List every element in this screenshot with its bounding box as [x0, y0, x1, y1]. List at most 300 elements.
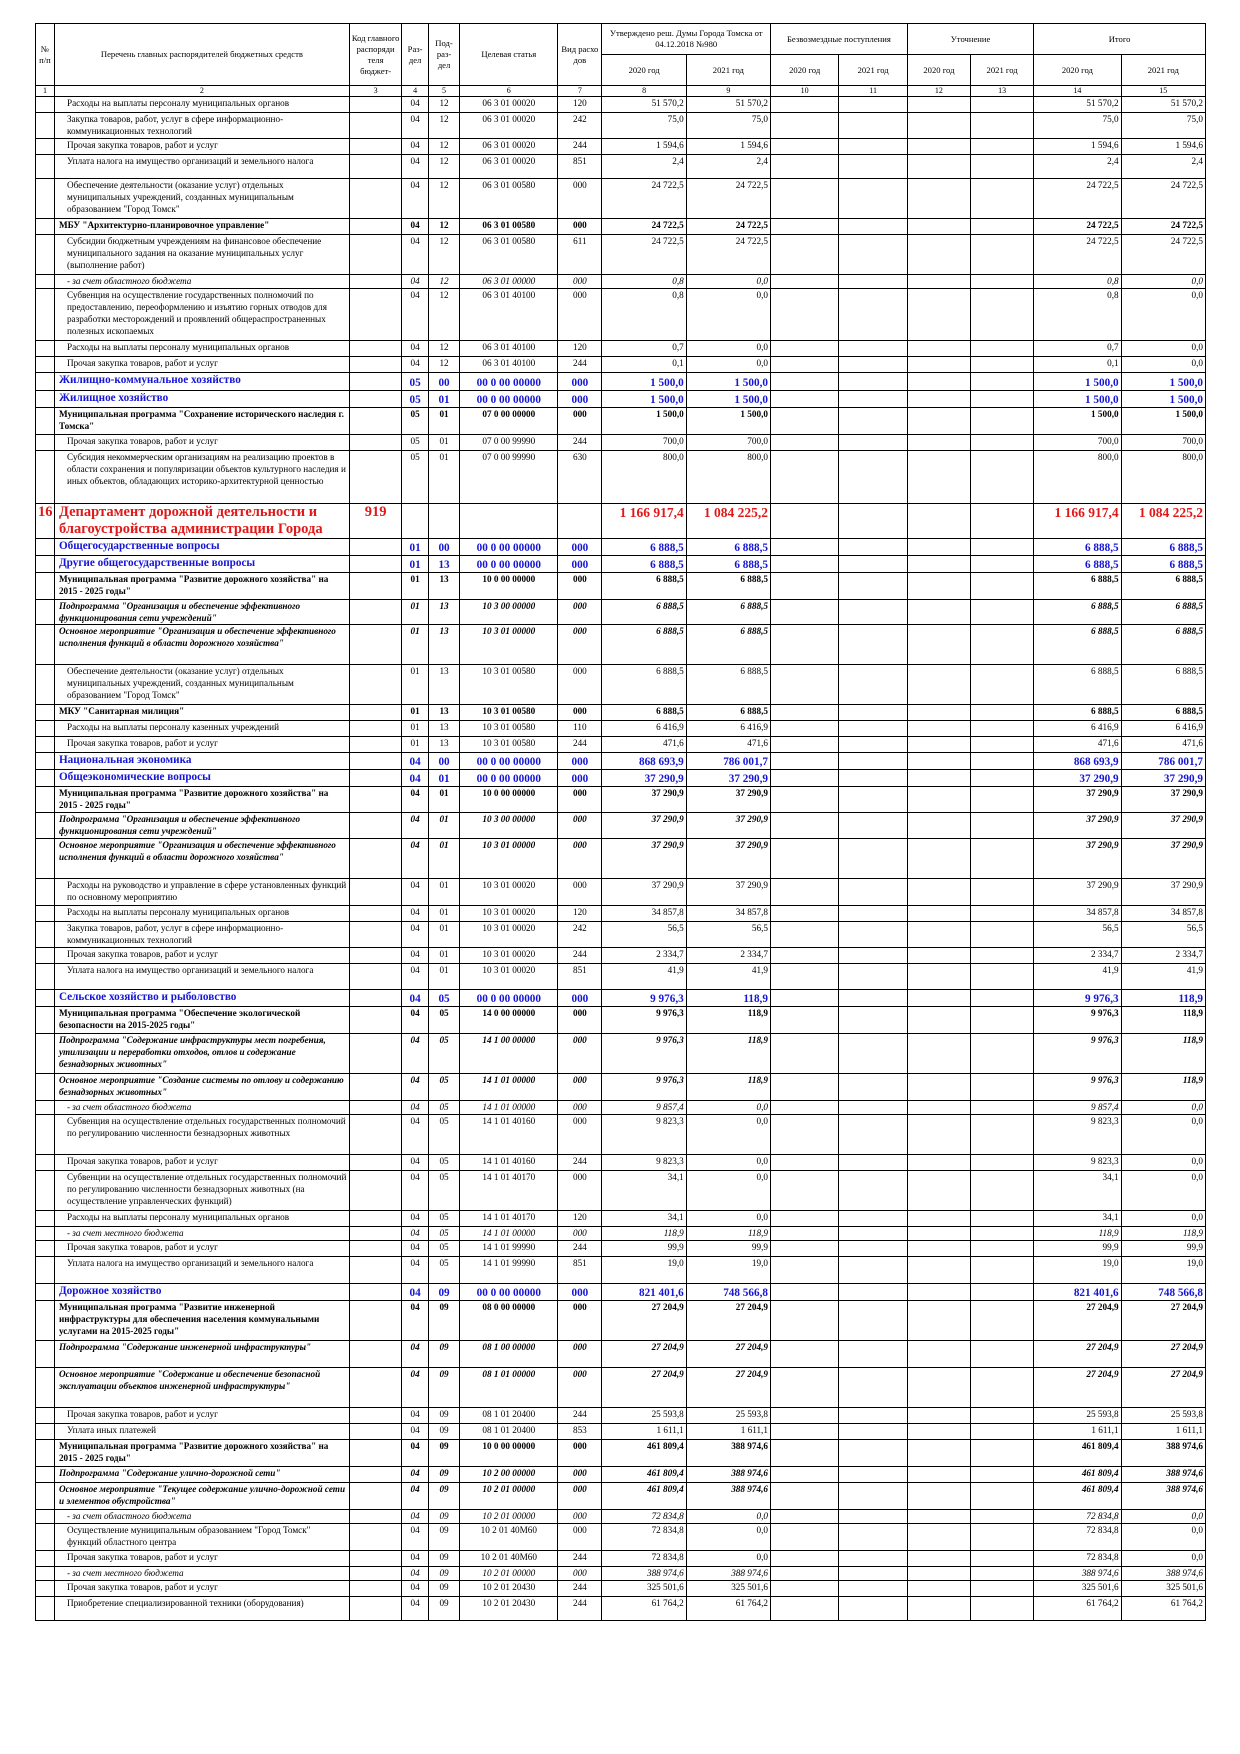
row-expense-type: 000 [558, 179, 602, 219]
row-clarify-2021 [971, 1101, 1034, 1115]
row-razdel: 05 [402, 451, 428, 504]
row-gratis-2021 [839, 1301, 907, 1341]
table-row [36, 391, 1206, 408]
row-gratis-2020 [770, 1155, 838, 1171]
row-razdel: 04 [402, 906, 428, 922]
row-chief-code [349, 1510, 402, 1524]
row-name: Другие общегосударственные вопросы [54, 556, 349, 573]
row-clarify-2020 [907, 1467, 970, 1483]
row-clarify-2021 [971, 1171, 1034, 1211]
row-gratis-2020 [770, 539, 838, 556]
row-approved-2020: 56,5 [602, 922, 686, 948]
row-clarify-2020 [907, 770, 970, 787]
row-target-article: 14 1 01 00000 [460, 1074, 558, 1101]
row-clarify-2021 [971, 373, 1034, 391]
row-clarify-2020 [907, 113, 970, 139]
row-approved-2020: 72 834,8 [602, 1524, 686, 1551]
row-podrazdel: 09 [428, 1524, 460, 1551]
row-gratis-2021 [839, 948, 907, 964]
table-row [36, 1007, 1206, 1034]
row-target-article: 07 0 00 99990 [460, 451, 558, 504]
row-total-2020: 27 204,9 [1034, 1368, 1121, 1408]
row-clarify-2020 [907, 1211, 970, 1227]
row-target-article: 06 3 01 00580 [460, 179, 558, 219]
row-razdel: 04 [402, 839, 428, 879]
row-gratis-2020 [770, 504, 838, 539]
row-number [36, 787, 55, 813]
header-approved: Утверждено реш. Думы Города Томска от 04.12.2018 №980 [602, 24, 770, 55]
row-expense-type: 244 [558, 1551, 602, 1567]
table-row [36, 573, 1206, 600]
row-number [36, 1211, 55, 1227]
table-row [36, 1301, 1206, 1341]
row-podrazdel: 01 [428, 906, 460, 922]
row-approved-2021: 1 084 225,2 [686, 504, 770, 539]
row-clarify-2021 [971, 1368, 1034, 1408]
row-number [36, 155, 55, 179]
row-approved-2020: 72 834,8 [602, 1510, 686, 1524]
row-podrazdel: 05 [428, 1241, 460, 1257]
row-name: Муниципальная программа "Сохранение исторического наследия г. Томска" [54, 408, 349, 435]
table-row [36, 341, 1206, 357]
row-total-2021: 471,6 [1121, 737, 1205, 753]
row-target-article: 10 3 01 00020 [460, 948, 558, 964]
row-clarify-2020 [907, 1483, 970, 1510]
row-podrazdel: 13 [428, 665, 460, 705]
row-total-2020: 868 693,9 [1034, 753, 1121, 770]
row-target-article: 06 3 01 00580 [460, 235, 558, 275]
header-year-2020: 2020 год [907, 55, 970, 86]
row-name: Прочая закупка товаров, работ и услуг [54, 737, 349, 753]
row-number [36, 408, 55, 435]
row-total-2021: 0,0 [1121, 1155, 1205, 1171]
row-total-2020: 6 888,5 [1034, 556, 1121, 573]
row-number [36, 964, 55, 990]
row-total-2020: 72 834,8 [1034, 1510, 1121, 1524]
row-chief-code [349, 155, 402, 179]
row-name: Закупка товаров, работ, услуг в сфере информационно-коммуникационных технологий [54, 922, 349, 948]
row-name: Уплата иных платежей [54, 1424, 349, 1440]
row-chief-code [349, 341, 402, 357]
row-target-article: 08 1 01 20400 [460, 1408, 558, 1424]
row-total-2020: 41,9 [1034, 964, 1121, 990]
header-target-article: Целевая статья [460, 24, 558, 86]
row-chief-code [349, 1007, 402, 1034]
row-target-article: 10 3 01 00580 [460, 705, 558, 721]
row-chief-code [349, 770, 402, 787]
row-total-2021: 19,0 [1121, 1257, 1205, 1284]
row-clarify-2020 [907, 1551, 970, 1567]
row-podrazdel: 09 [428, 1597, 460, 1621]
row-gratis-2020 [770, 1510, 838, 1524]
row-expense-type: 244 [558, 357, 602, 373]
row-total-2021: 118,9 [1121, 1034, 1205, 1074]
row-podrazdel: 01 [428, 408, 460, 435]
row-podrazdel: 12 [428, 357, 460, 373]
row-clarify-2020 [907, 179, 970, 219]
row-clarify-2021 [971, 787, 1034, 813]
row-total-2020: 37 290,9 [1034, 839, 1121, 879]
row-podrazdel: 00 [428, 539, 460, 556]
table-row [36, 1408, 1206, 1424]
row-approved-2021: 6 888,5 [686, 573, 770, 600]
row-total-2020: 9 857,4 [1034, 1101, 1121, 1115]
row-podrazdel: 05 [428, 990, 460, 1007]
row-gratis-2021 [839, 289, 907, 341]
row-expense-type: 630 [558, 451, 602, 504]
row-approved-2021: 388 974,6 [686, 1467, 770, 1483]
row-total-2021: 41,9 [1121, 964, 1205, 990]
row-gratis-2020 [770, 1467, 838, 1483]
row-podrazdel: 09 [428, 1424, 460, 1440]
row-razdel: 01 [402, 705, 428, 721]
row-total-2021: 6 888,5 [1121, 556, 1205, 573]
table-row [36, 665, 1206, 705]
row-gratis-2021 [839, 113, 907, 139]
row-gratis-2021 [839, 504, 907, 539]
row-approved-2021: 25 593,8 [686, 1408, 770, 1424]
row-razdel: 04 [402, 1440, 428, 1467]
row-podrazdel: 13 [428, 600, 460, 625]
row-gratis-2020 [770, 1440, 838, 1467]
row-razdel: 04 [402, 219, 428, 235]
row-clarify-2020 [907, 1424, 970, 1440]
row-clarify-2021 [971, 435, 1034, 451]
row-target-article: 10 2 01 00000 [460, 1483, 558, 1510]
row-approved-2021: 6 888,5 [686, 625, 770, 665]
row-podrazdel: 09 [428, 1567, 460, 1581]
row-gratis-2020 [770, 357, 838, 373]
row-clarify-2020 [907, 573, 970, 600]
row-expense-type: 000 [558, 391, 602, 408]
row-approved-2021: 24 722,5 [686, 219, 770, 235]
row-number [36, 1581, 55, 1597]
row-clarify-2020 [907, 1101, 970, 1115]
row-expense-type: 000 [558, 1284, 602, 1301]
row-name: Муниципальная программа "Развитие дорожного хозяйства" на 2015 - 2025 годы" [54, 787, 349, 813]
row-total-2020: 0,8 [1034, 289, 1121, 341]
row-chief-code [349, 665, 402, 705]
table-row [36, 1034, 1206, 1074]
row-chief-code [349, 408, 402, 435]
row-total-2020: 6 888,5 [1034, 705, 1121, 721]
row-approved-2020: 471,6 [602, 737, 686, 753]
row-clarify-2021 [971, 721, 1034, 737]
row-chief-code [349, 1155, 402, 1171]
column-number: 7 [558, 86, 602, 97]
row-name: Уплата налога на имущество организаций и земельного налога [54, 155, 349, 179]
row-chief-code [349, 1101, 402, 1115]
row-podrazdel: 09 [428, 1510, 460, 1524]
row-clarify-2020 [907, 408, 970, 435]
row-total-2021: 0,0 [1121, 1524, 1205, 1551]
table-row [36, 1155, 1206, 1171]
row-gratis-2020 [770, 289, 838, 341]
row-total-2020: 118,9 [1034, 1227, 1121, 1241]
row-target-article: 10 2 00 00000 [460, 1467, 558, 1483]
row-gratis-2020 [770, 787, 838, 813]
row-chief-code [349, 705, 402, 721]
table-header [36, 24, 1206, 97]
column-number: 15 [1121, 86, 1205, 97]
column-number: 3 [349, 86, 402, 97]
row-target-article: 10 2 01 20430 [460, 1581, 558, 1597]
row-total-2021: 75,0 [1121, 113, 1205, 139]
row-expense-type: 242 [558, 922, 602, 948]
row-total-2021: 0,0 [1121, 275, 1205, 289]
row-gratis-2020 [770, 435, 838, 451]
row-total-2020: 51 570,2 [1034, 97, 1121, 113]
row-chief-code [349, 1227, 402, 1241]
row-chief-code [349, 1424, 402, 1440]
row-podrazdel: 00 [428, 373, 460, 391]
row-clarify-2020 [907, 451, 970, 504]
row-clarify-2020 [907, 737, 970, 753]
row-chief-code [349, 600, 402, 625]
row-total-2021: 388 974,6 [1121, 1483, 1205, 1510]
row-chief-code [349, 1567, 402, 1581]
row-total-2020: 0,8 [1034, 275, 1121, 289]
row-approved-2020: 868 693,9 [602, 753, 686, 770]
row-clarify-2021 [971, 341, 1034, 357]
row-total-2020: 6 888,5 [1034, 625, 1121, 665]
table-row [36, 787, 1206, 813]
row-clarify-2021 [971, 504, 1034, 539]
row-approved-2021: 6 888,5 [686, 539, 770, 556]
row-gratis-2021 [839, 97, 907, 113]
row-target-article: 06 3 01 00020 [460, 139, 558, 155]
row-clarify-2020 [907, 1440, 970, 1467]
row-total-2020: 24 722,5 [1034, 235, 1121, 275]
table-row [36, 600, 1206, 625]
row-expense-type: 244 [558, 1597, 602, 1621]
row-clarify-2021 [971, 600, 1034, 625]
table-row [36, 155, 1206, 179]
row-expense-type: 000 [558, 1007, 602, 1034]
row-approved-2020: 19,0 [602, 1257, 686, 1284]
row-clarify-2020 [907, 1007, 970, 1034]
row-gratis-2021 [839, 1567, 907, 1581]
row-gratis-2021 [839, 1074, 907, 1101]
row-gratis-2021 [839, 1483, 907, 1510]
row-clarify-2020 [907, 1034, 970, 1074]
row-clarify-2020 [907, 964, 970, 990]
row-approved-2021: 37 290,9 [686, 813, 770, 839]
row-gratis-2021 [839, 1341, 907, 1368]
row-name: Основное мероприятие "Текущее содержание улично-дорожной сети и элементов обустройства" [54, 1483, 349, 1510]
row-clarify-2021 [971, 705, 1034, 721]
row-gratis-2021 [839, 373, 907, 391]
column-number: 8 [602, 86, 686, 97]
row-clarify-2021 [971, 539, 1034, 556]
row-target-article: 10 3 01 00580 [460, 737, 558, 753]
row-target-article: 10 2 01 40М60 [460, 1524, 558, 1551]
column-number: 6 [460, 86, 558, 97]
row-approved-2020: 6 888,5 [602, 600, 686, 625]
row-target-article: 10 2 01 40М60 [460, 1551, 558, 1567]
table-row [36, 373, 1206, 391]
row-clarify-2020 [907, 990, 970, 1007]
row-podrazdel: 05 [428, 1257, 460, 1284]
row-target-article: 14 1 01 40160 [460, 1155, 558, 1171]
row-expense-type: 000 [558, 275, 602, 289]
table-row [36, 435, 1206, 451]
row-total-2021: 0,0 [1121, 341, 1205, 357]
row-name: - за счет местного бюджета [54, 1227, 349, 1241]
row-name: Основное мероприятие "Создание системы по отлову и содержанию безнадзорных животных" [54, 1074, 349, 1101]
row-name: Департамент дорожной деятельности и благоустройства администрации Города [54, 504, 349, 539]
row-total-2020: 6 416,9 [1034, 721, 1121, 737]
row-number: 16 [36, 504, 55, 539]
row-total-2021: 27 204,9 [1121, 1301, 1205, 1341]
row-name: Уплата налога на имущество организаций и земельного налога [54, 964, 349, 990]
row-chief-code [349, 357, 402, 373]
header-gratis: Безвозмездные поступления [770, 24, 907, 55]
row-name: - за счет областного бюджета [54, 1510, 349, 1524]
row-gratis-2020 [770, 879, 838, 906]
row-approved-2020: 1 166 917,4 [602, 504, 686, 539]
row-expense-type: 851 [558, 155, 602, 179]
row-gratis-2020 [770, 990, 838, 1007]
row-number [36, 289, 55, 341]
row-chief-code [349, 113, 402, 139]
row-clarify-2021 [971, 139, 1034, 155]
row-clarify-2020 [907, 600, 970, 625]
row-gratis-2020 [770, 1301, 838, 1341]
row-gratis-2021 [839, 1424, 907, 1440]
row-target-article: 10 3 01 00020 [460, 964, 558, 990]
row-razdel: 04 [402, 1155, 428, 1171]
row-number [36, 341, 55, 357]
row-expense-type: 000 [558, 1171, 602, 1211]
row-name: Национальная экономика [54, 753, 349, 770]
row-approved-2020: 1 500,0 [602, 373, 686, 391]
row-expense-type: 000 [558, 839, 602, 879]
row-total-2020: 388 974,6 [1034, 1567, 1121, 1581]
row-target-article: 14 1 01 99990 [460, 1257, 558, 1284]
row-razdel: 04 [402, 1284, 428, 1301]
row-number [36, 770, 55, 787]
row-name: Субсидии бюджетным учреждениям на финансовое обеспечение муниципального задания на оказание муниципальных услуг (выполнение работ) [54, 235, 349, 275]
row-chief-code [349, 787, 402, 813]
row-total-2020: 9 976,3 [1034, 990, 1121, 1007]
row-chief-code [349, 235, 402, 275]
row-clarify-2021 [971, 1227, 1034, 1241]
row-approved-2020: 9 823,3 [602, 1115, 686, 1155]
table-row [36, 906, 1206, 922]
row-total-2021: 118,9 [1121, 1074, 1205, 1101]
row-clarify-2021 [971, 839, 1034, 879]
row-clarify-2021 [971, 1341, 1034, 1368]
row-clarify-2021 [971, 408, 1034, 435]
row-expense-type: 000 [558, 1074, 602, 1101]
row-total-2021: 1 500,0 [1121, 373, 1205, 391]
row-podrazdel: 13 [428, 737, 460, 753]
row-target-article: 10 0 00 00000 [460, 787, 558, 813]
row-approved-2020: 24 722,5 [602, 235, 686, 275]
row-total-2021: 6 416,9 [1121, 721, 1205, 737]
row-total-2021: 24 722,5 [1121, 219, 1205, 235]
row-podrazdel: 05 [428, 1155, 460, 1171]
row-number [36, 600, 55, 625]
row-approved-2020: 41,9 [602, 964, 686, 990]
row-razdel: 04 [402, 1408, 428, 1424]
row-podrazdel: 12 [428, 235, 460, 275]
row-total-2021: 0,0 [1121, 1211, 1205, 1227]
row-gratis-2020 [770, 1597, 838, 1621]
row-gratis-2020 [770, 1408, 838, 1424]
row-clarify-2020 [907, 1368, 970, 1408]
header-year-2020: 2020 год [770, 55, 838, 86]
row-razdel: 01 [402, 539, 428, 556]
column-number: 4 [402, 86, 428, 97]
table-row [36, 179, 1206, 219]
row-total-2021: 118,9 [1121, 1007, 1205, 1034]
row-target-article: 10 3 01 00020 [460, 922, 558, 948]
row-target-article: 06 3 01 00580 [460, 219, 558, 235]
row-target-article: 00 0 00 00000 [460, 556, 558, 573]
row-approved-2020: 37 290,9 [602, 839, 686, 879]
row-chief-code [349, 1408, 402, 1424]
row-razdel: 04 [402, 179, 428, 219]
row-razdel: 04 [402, 770, 428, 787]
row-name: Муниципальная программа "Развитие дорожного хозяйства" на 2015 - 2025 годы" [54, 573, 349, 600]
row-target-article: 10 3 01 00020 [460, 906, 558, 922]
row-approved-2020: 6 888,5 [602, 705, 686, 721]
row-clarify-2020 [907, 1241, 970, 1257]
row-total-2020: 1 594,6 [1034, 139, 1121, 155]
row-number [36, 1007, 55, 1034]
row-approved-2021: 0,0 [686, 275, 770, 289]
row-gratis-2020 [770, 1227, 838, 1241]
row-total-2020: 9 976,3 [1034, 1034, 1121, 1074]
table-row [36, 539, 1206, 556]
row-gratis-2020 [770, 275, 838, 289]
row-clarify-2021 [971, 391, 1034, 408]
row-approved-2020: 25 593,8 [602, 1408, 686, 1424]
row-chief-code [349, 1597, 402, 1621]
row-razdel: 04 [402, 1424, 428, 1440]
row-chief-code [349, 1551, 402, 1567]
row-razdel: 01 [402, 737, 428, 753]
row-target-article: 10 3 00 00000 [460, 813, 558, 839]
row-total-2020: 461 809,4 [1034, 1467, 1121, 1483]
row-name: Муниципальная программа "Обеспечение экологической безопасности на 2015-2025 годы" [54, 1007, 349, 1034]
row-razdel: 04 [402, 1483, 428, 1510]
row-gratis-2021 [839, 1115, 907, 1155]
row-clarify-2021 [971, 1551, 1034, 1567]
row-number [36, 235, 55, 275]
row-name: Прочая закупка товаров, работ и услуг [54, 948, 349, 964]
row-expense-type: 851 [558, 1257, 602, 1284]
row-total-2020: 37 290,9 [1034, 813, 1121, 839]
row-number [36, 1408, 55, 1424]
header-year-2021: 2021 год [971, 55, 1034, 86]
row-clarify-2021 [971, 879, 1034, 906]
row-total-2020: 9 823,3 [1034, 1155, 1121, 1171]
row-podrazdel: 01 [428, 813, 460, 839]
row-gratis-2021 [839, 990, 907, 1007]
row-podrazdel: 12 [428, 275, 460, 289]
row-clarify-2021 [971, 1524, 1034, 1551]
row-total-2020: 34 857,8 [1034, 906, 1121, 922]
row-total-2020: 25 593,8 [1034, 1408, 1121, 1424]
row-clarify-2020 [907, 97, 970, 113]
row-name: Расходы на выплаты персоналу муниципальных органов [54, 341, 349, 357]
row-approved-2020: 388 974,6 [602, 1567, 686, 1581]
row-name: Уплата налога на имущество организаций и земельного налога [54, 1257, 349, 1284]
row-total-2021: 6 888,5 [1121, 539, 1205, 556]
